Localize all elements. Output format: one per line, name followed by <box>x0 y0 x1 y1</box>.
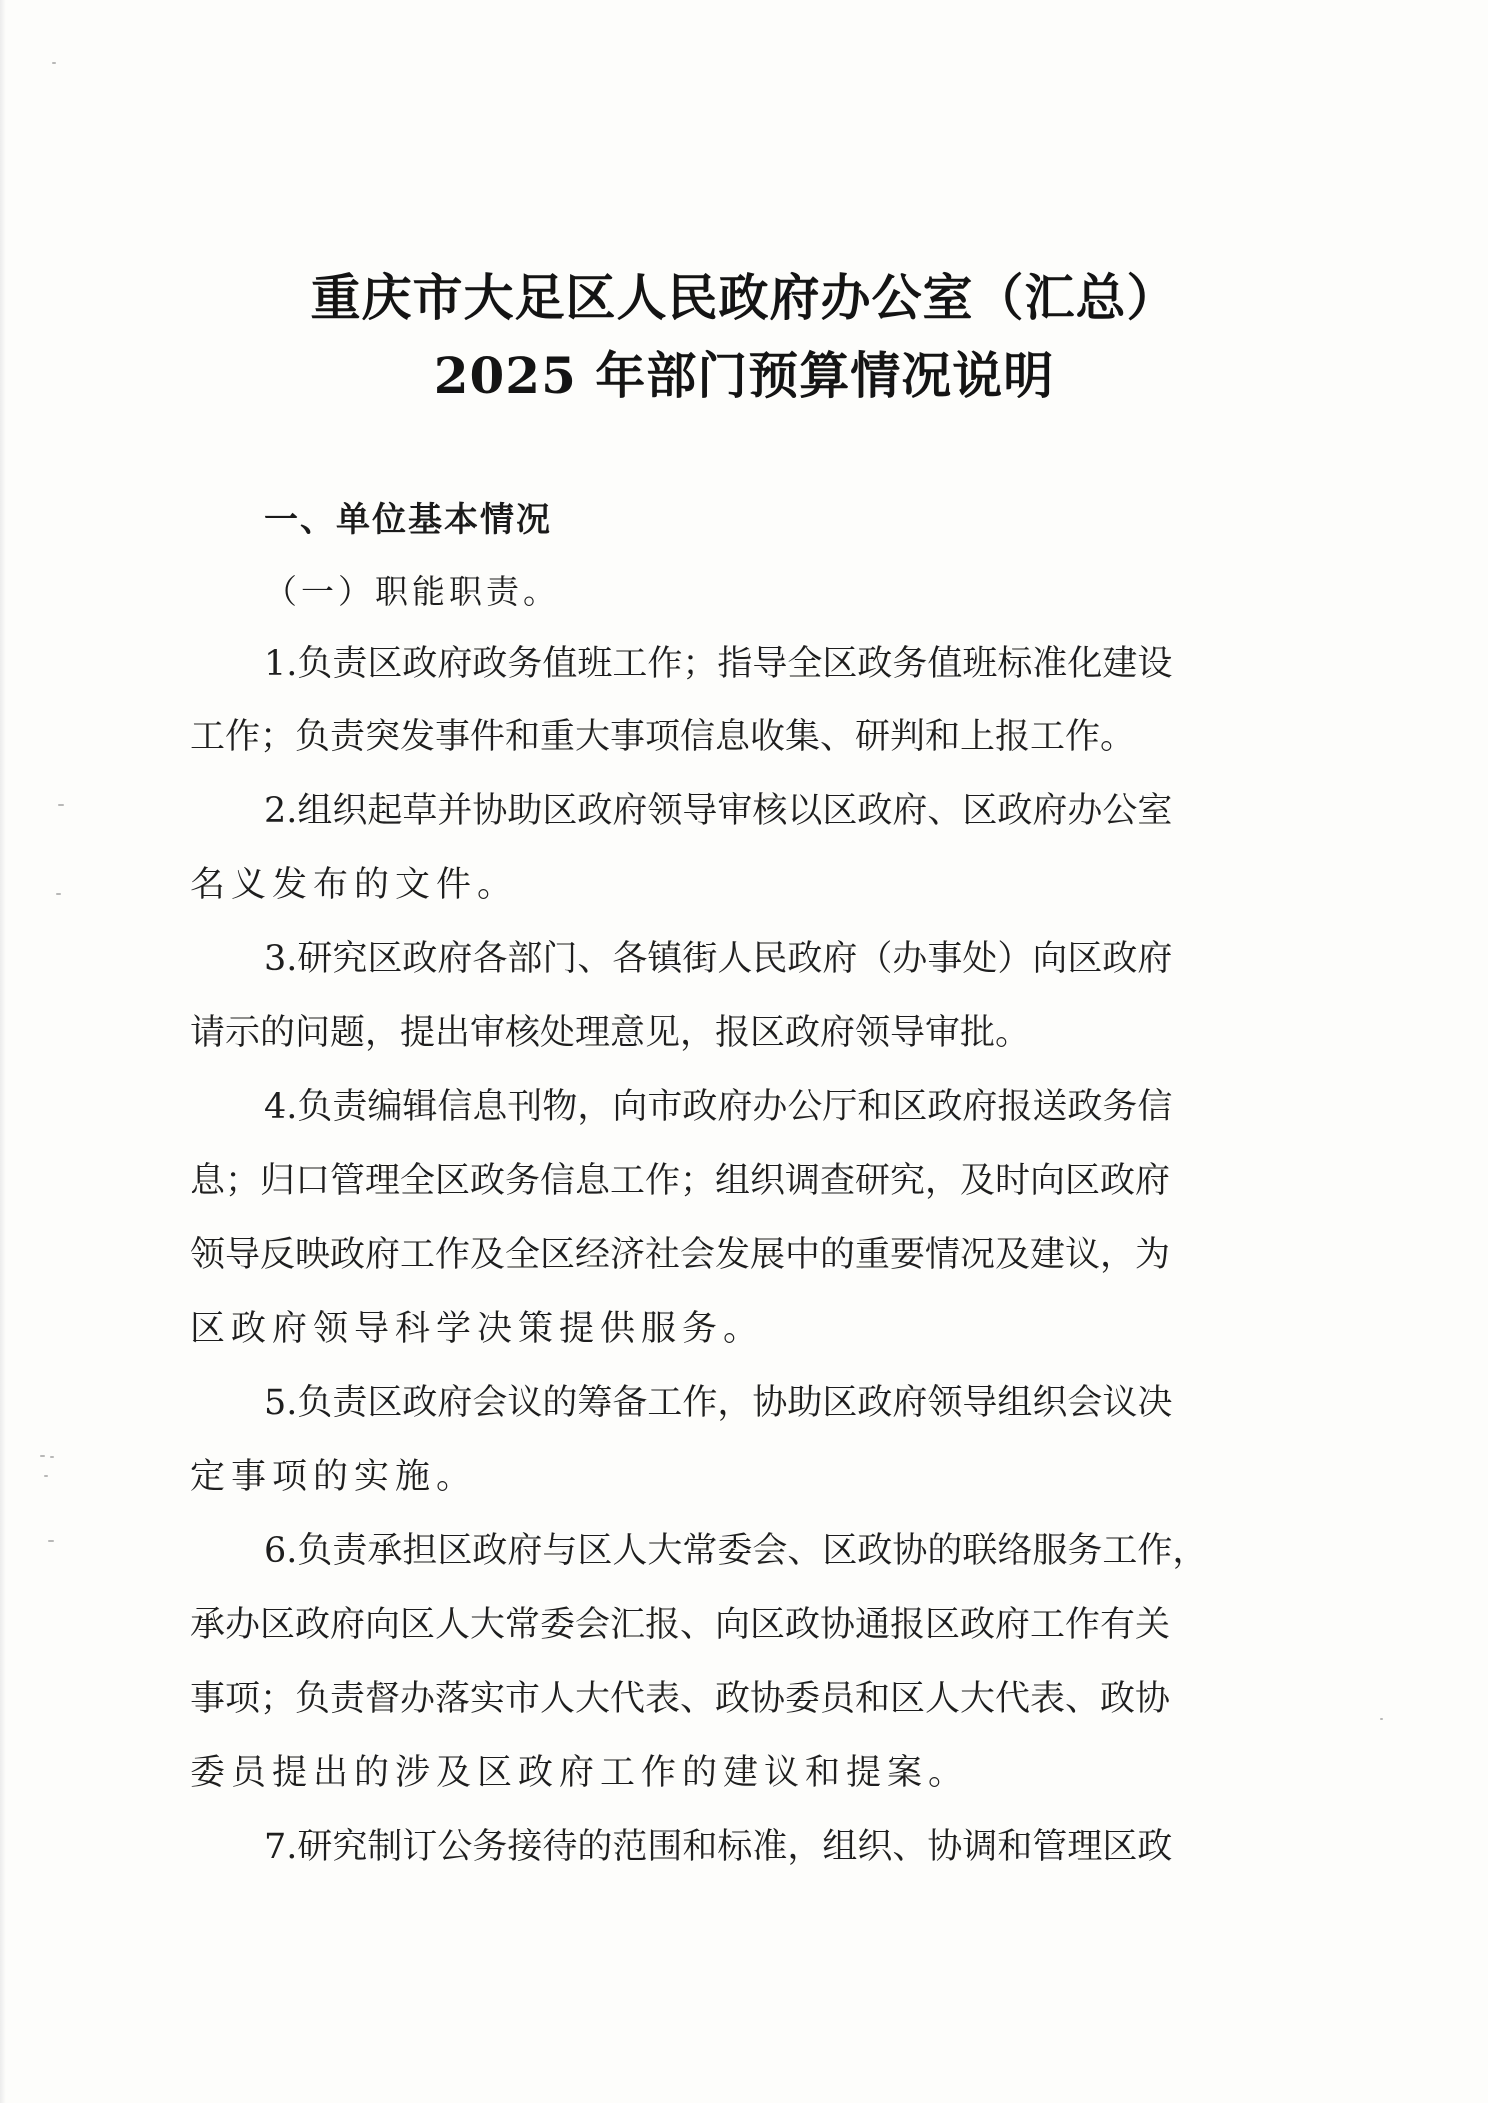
scan-speck <box>52 62 56 64</box>
body-line-10: 区政府领导科学决策提供服务。 <box>190 1309 765 1349</box>
body-line-2: 工作；负责突发事件和重大事项信息收集、研判和上报工作。 <box>190 717 1136 757</box>
body-line-4: 名义发布的文件。 <box>190 865 519 905</box>
body-line-5: 3.研究区政府各部门、各镇街人民政府（办事处）向区政府 <box>264 939 1173 979</box>
body-line-15: 事项；负责督办落实市人大代表、政协委员和区人大代表、政协 <box>190 1679 1171 1719</box>
body-line-16: 委员提出的涉及区政府工作的建议和提案。 <box>190 1753 970 1793</box>
section-heading: 一、单位基本情况 <box>264 500 552 540</box>
body-line-7: 4.负责编辑信息刊物，向市政府办公厅和区政府报送政务信 <box>264 1087 1173 1127</box>
scan-speck <box>56 893 61 895</box>
body-line-13: 6.负责承担区政府与区人大常委会、区政协的联络服务工作， <box>264 1531 1208 1571</box>
scan-speck <box>40 1455 45 1457</box>
scan-speck <box>50 1456 54 1458</box>
scan-speck <box>58 804 64 806</box>
body-line-3: 2.组织起草并协助区政府领导审核以区政府、区政府办公室 <box>264 791 1173 831</box>
body-line-11: 5.负责区政府会议的筹备工作，协助区政府领导组织会议决 <box>264 1383 1173 1423</box>
body-line-9: 领导反映政府工作及全区经济社会发展中的重要情况及建议，为 <box>190 1235 1171 1275</box>
body-line-14: 承办区政府向区人大常委会汇报、向区政协通报区政府工作有关 <box>190 1605 1171 1645</box>
body-line-8: 息；归口管理全区政务信息工作；组织调查研究，及时向区政府 <box>190 1161 1171 1201</box>
scan-speck <box>1380 1718 1383 1720</box>
body-line-17: 7.研究制订公务接待的范围和标准，组织、协调和管理区政 <box>264 1827 1173 1867</box>
document-title-line-1: 重庆市大足区人民政府办公室（汇总） <box>310 268 1178 327</box>
document-title-line-2: 2025 年部门预算情况说明 <box>433 346 1055 405</box>
body-line-6: 请示的问题，提出审核处理意见，报区政府领导审批。 <box>190 1013 1031 1053</box>
body-line-12: 定事项的实施。 <box>190 1457 478 1497</box>
scan-speck <box>48 1540 54 1542</box>
subsection-heading: （一）职能职责。 <box>264 572 560 611</box>
body-line-1: 1.负责区政府政务值班工作；指导全区政务值班标准化建设 <box>264 644 1173 684</box>
scan-speck <box>44 1475 48 1477</box>
